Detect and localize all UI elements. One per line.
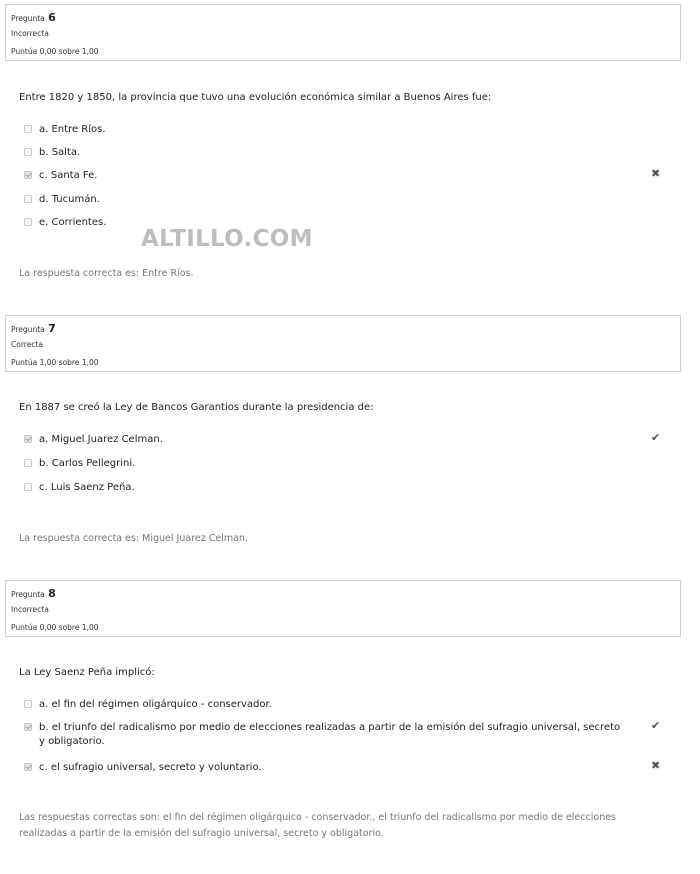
correct-icon: ✔ <box>651 431 661 444</box>
question-text: Entre 1820 y 1850, la provincia que tuvo una evolución económica similar a Buenos Aires fue: <box>19 92 492 103</box>
question-heading <box>11 322 56 335</box>
option-label: a. Miguel Juarez Celman. <box>39 434 163 445</box>
feedback-text: La respuesta correcta es: Miguel Juarez Celman. <box>19 533 248 544</box>
question-text: La Ley Saenz Peña implicó: <box>19 667 155 678</box>
question-info-8 <box>5 580 681 637</box>
option-checkbox[interactable] <box>24 700 32 708</box>
option-label: c. Luis Saenz Peña. <box>39 482 135 493</box>
option-label: a. Entre Ríos. <box>39 124 106 135</box>
option-checkbox[interactable] <box>24 483 32 491</box>
option-label: b. Salta. <box>39 147 81 158</box>
question-score: Puntúa 0,00 sobre 1,00 <box>11 623 99 632</box>
option-checkbox[interactable] <box>24 125 32 133</box>
incorrect-icon: ✖ <box>651 759 661 772</box>
feedback-text: Las respuestas correctas son: el fin del régimen oligárquico - conservador., el triunfo del radicalismo por medio de elecciones realizadas a partir de la emisión del sufragio universal, secreto y obligatorio. <box>19 812 617 839</box>
option-checkbox[interactable] <box>24 195 32 203</box>
question-status: Incorrecta <box>11 605 49 614</box>
question-score: Puntúa 1,00 sobre 1,00 <box>11 358 99 367</box>
option-checkbox[interactable] <box>24 148 32 156</box>
incorrect-icon: ✖ <box>651 167 661 180</box>
question-heading <box>11 587 56 600</box>
option-label: a. el fin del régimen oligárquico - conservador. <box>39 699 272 710</box>
question-heading <box>11 11 56 24</box>
option-label: c. Santa Fe. <box>39 170 98 181</box>
question-label: Pregunta <box>11 14 45 23</box>
option-label: d. Tucumán. <box>39 194 100 205</box>
correct-icon: ✔ <box>651 719 661 732</box>
question-score: Puntúa 0,00 sobre 1,00 <box>11 47 99 56</box>
question-number: 8 <box>48 587 56 600</box>
option-checkbox[interactable] <box>24 218 32 226</box>
feedback-text: La respuesta correcta es: Entre Ríos. <box>19 268 194 279</box>
question-status: Incorrecta <box>11 29 49 38</box>
option-label: e. Corrientes. <box>39 217 107 228</box>
question-number: 6 <box>48 11 56 24</box>
option-checkbox[interactable] <box>24 435 32 443</box>
option-checkbox[interactable] <box>24 171 32 179</box>
option-label: b. el triunfo del radicalismo por medio de elecciones realizadas a partir de la emisión del sufragio universal, secreto y obligatorio. <box>39 722 621 747</box>
option-label: b. Carlos Pellegrini. <box>39 458 136 469</box>
option-checkbox[interactable] <box>24 723 32 731</box>
question-number: 7 <box>48 322 56 335</box>
question-label: Pregunta <box>11 590 45 599</box>
question-info-6 <box>5 4 681 61</box>
watermark: ALTILLO.COM <box>141 226 313 252</box>
question-text: En 1887 se creó la Ley de Bancos Garantios durante la presidencia de: <box>19 402 374 413</box>
question-label: Pregunta <box>11 325 45 334</box>
option-label: c. el sufragio universal, secreto y voluntario. <box>39 762 262 773</box>
question-status: Correcta <box>11 340 43 349</box>
question-info-7 <box>5 315 681 372</box>
option-checkbox[interactable] <box>24 459 32 467</box>
option-checkbox[interactable] <box>24 763 32 771</box>
